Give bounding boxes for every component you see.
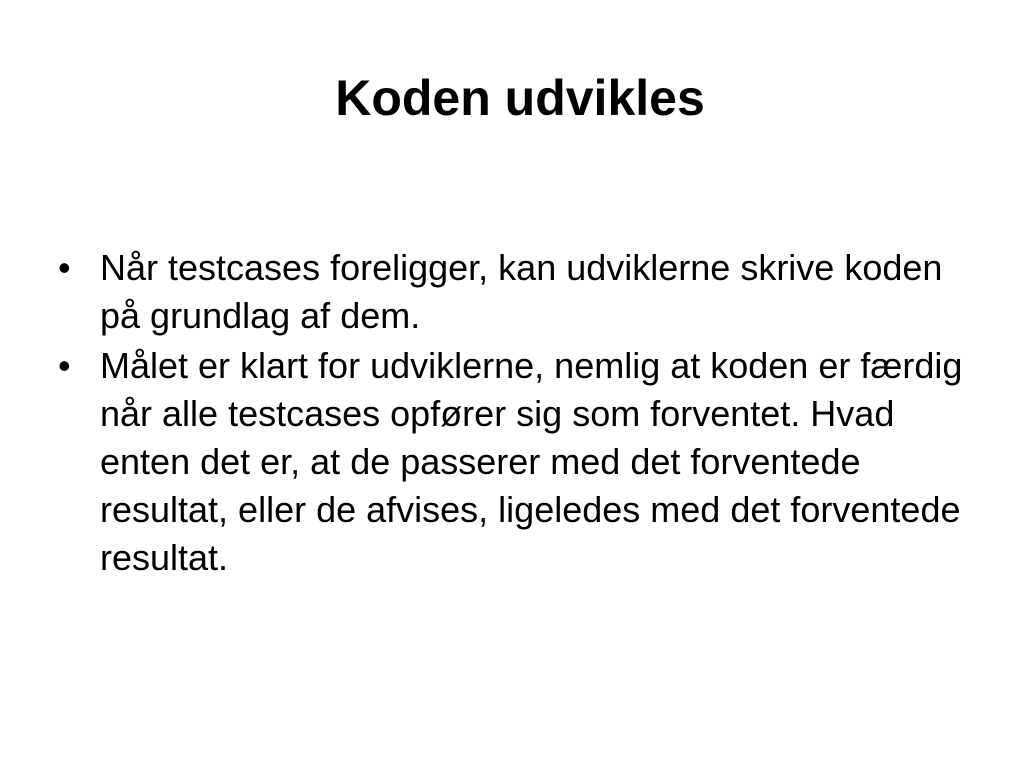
bullet-text-2: Målet er klart for udviklerne, nemlig at koden er færdig når alle testcases opfører sig som forventet. Hvad enten det er, at de passerer med det forventede resultat, eller de afvises, ligeledes med det forventede resultat. bbox=[100, 345, 963, 578]
bullet-marker: • bbox=[58, 247, 71, 288]
bullet-marker: • bbox=[58, 345, 71, 386]
bullet-item-1 bbox=[58, 244, 978, 340]
slide-title: Koden udvikles bbox=[335, 70, 705, 126]
bullet-list bbox=[58, 244, 978, 584]
bullet-text-1: Når testcases foreligger, kan udviklerne skrive koden på grundlag af dem. bbox=[100, 247, 943, 336]
bullet-item-2 bbox=[58, 342, 978, 582]
